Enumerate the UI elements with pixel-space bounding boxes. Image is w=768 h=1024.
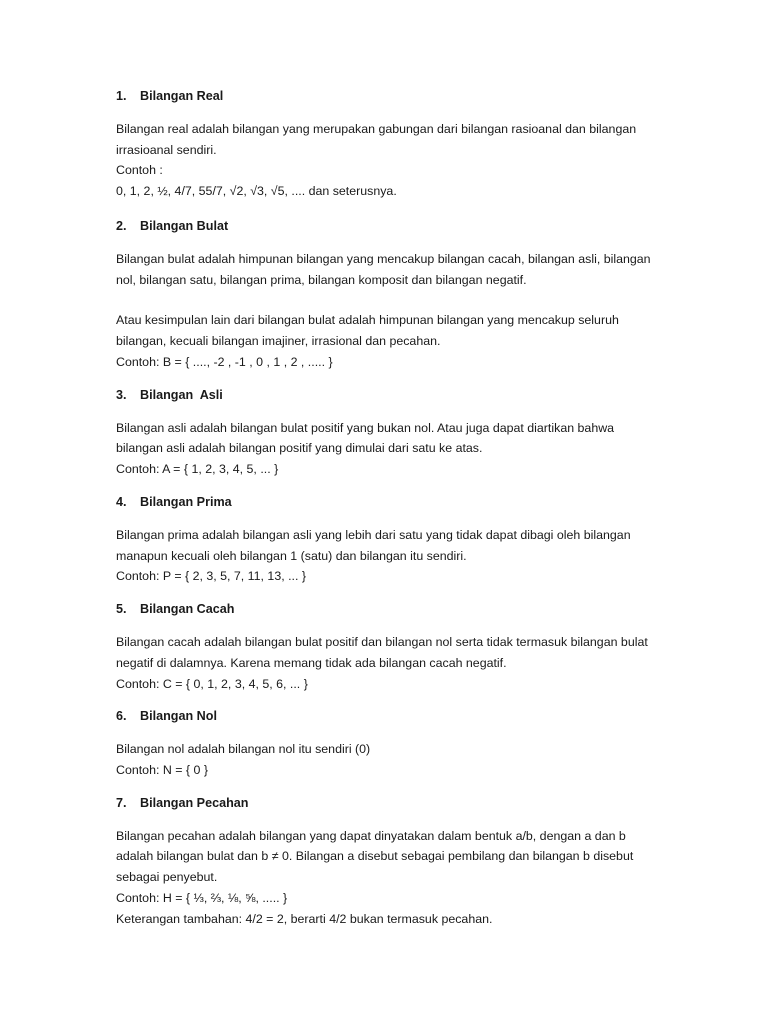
section-title: Bilangan Nol [140,709,217,724]
section-title: Bilangan Real [140,89,224,103]
section-heading [116,706,688,727]
section-bilangan-real [116,86,688,202]
section-heading [116,793,688,814]
section-heading [116,216,688,237]
text-line: bilangan asli adalah bilangan positif yang dimulai dari satu ke atas. [116,441,483,456]
section-heading [116,599,688,620]
paragraph-gap [116,290,688,310]
section-title: Bilangan Asli [140,387,223,402]
section-paragraph [116,249,688,291]
text-line: bilangan, kecuali bilangan imajiner, irrasional dan pecahan. [116,334,441,349]
text-line: Bilangan cacah adalah bilangan bulat positif dan bilangan nol serta tidak termasuk bilangan bulat [116,634,648,649]
section-bilangan-nol [116,706,688,780]
section-heading [116,385,688,406]
section-paragraph [116,310,688,372]
text-line: sebagai penyebut. [116,870,218,885]
section-number: 4. [116,494,127,509]
section-bilangan-prima [116,492,688,587]
text-line: Bilangan real adalah bilangan yang merupakan gabungan dari bilangan rasioanal dan bilangan [116,121,637,136]
section-bilangan-bulat [116,216,688,373]
text-line: Contoh : [116,163,163,178]
text-line: Keterangan tambahan: 4/2 = 2, berarti 4/2 bukan termasuk pecahan. [116,911,493,926]
text-line: Bilangan prima adalah bilangan asli yang lebih dari satu yang tidak dapat dibagi oleh bilangan [116,527,631,542]
text-line: Contoh: P = { 2, 3, 5, 7, 11, 13, ... } [116,569,307,584]
section-paragraph [116,739,688,781]
section-paragraph [116,418,688,480]
section-title: Bilangan Bulat [140,218,229,233]
section-bilangan-asli [116,385,688,480]
text-line: manapun kecuali oleh bilangan 1 (satu) dan bilangan itu sendiri. [116,548,467,563]
section-paragraph [116,826,688,930]
section-paragraph [116,525,688,587]
section-number: 2. [116,218,127,233]
section-number: 3. [116,387,127,402]
text-line: Contoh: H = { ⅓, ⅔, ⅛, ⅝, ..... } [116,890,288,905]
text-line: Contoh: A = { 1, 2, 3, 4, 5, ... } [116,462,279,477]
text-line: irrasioanal sendiri. [116,142,217,157]
section-number: 7. [116,795,127,810]
section-bilangan-cacah [116,599,688,694]
text-line: Atau kesimpulan lain dari bilangan bulat adalah himpunan bilangan yang mencakup seluruh [116,313,619,328]
text-line: 0, 1, 2, ½, 4/7, 55/7, √2, √3, √5, .... dan seterusnya. [116,184,397,199]
section-heading [116,86,688,107]
section-paragraph [116,632,688,694]
text-line: Bilangan nol adalah bilangan nol itu sendiri (0) [116,742,371,757]
text-line: Bilangan pecahan adalah bilangan yang dapat dinyatakan dalam bentuk a/b, dengan a dan b [116,828,626,843]
text-line: nol, bilangan satu, bilangan prima, bilangan komposit dan bilangan negatif. [116,272,527,287]
section-number: 5. [116,602,127,617]
text-line: Bilangan asli adalah bilangan bulat positif yang bukan nol. Atau juga dapat diartikan bahwa [116,420,615,435]
section-title: Bilangan Pecahan [140,795,249,810]
section-title: Bilangan Prima [140,494,232,509]
section-heading [116,492,688,513]
text-line: Contoh: C = { 0, 1, 2, 3, 4, 5, 6, ... } [116,676,308,691]
section-bilangan-pecahan [116,793,688,930]
text-line: Bilangan bulat adalah himpunan bilangan yang mencakup bilangan cacah, bilangan asli, bilangan [116,251,651,266]
text-line: Contoh: N = { 0 } [116,762,208,777]
section-number: 1. [116,89,127,103]
section-number: 6. [116,709,127,724]
text-line: Contoh: B = { ...., -2 , -1 , 0 , 1 , 2 , ..... } [116,354,333,369]
text-line: adalah bilangan bulat dan b ≠ 0. Bilangan a disebut sebagai pembilang dan bilangan b disebut [116,849,634,864]
section-title: Bilangan Cacah [140,602,235,617]
section-paragraph [116,119,688,202]
text-line: negatif di dalamnya. Karena memang tidak ada bilangan cacah negatif. [116,655,507,670]
